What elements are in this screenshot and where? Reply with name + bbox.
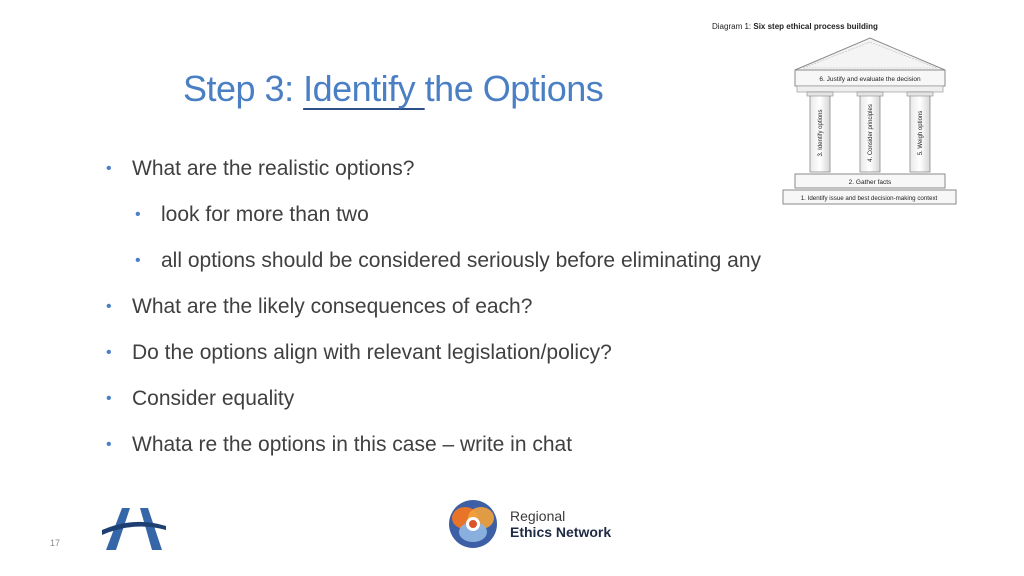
bullet-item xyxy=(106,340,612,366)
bullet-text: What are the realistic options? xyxy=(132,157,415,180)
bullet-dot: • xyxy=(135,252,141,269)
title-suffix: the Options xyxy=(424,68,604,109)
pillar-2-label: 4. Consider principles xyxy=(868,104,874,162)
ren-wordmark xyxy=(510,508,611,540)
bullet-dot: • xyxy=(106,390,112,407)
bullet-dot: • xyxy=(106,160,112,177)
step-1-label: 1. Identify issue and best decision-making context xyxy=(800,195,938,202)
bullet-item xyxy=(135,202,369,228)
bullet-text: Whata re the options in this case – write in chat xyxy=(132,433,573,456)
bullet-text: Do the options align with relevant legislation/policy? xyxy=(132,341,612,364)
bullet-item xyxy=(106,432,573,458)
diagram-caption-title: Six step ethical process building xyxy=(753,22,878,31)
roof-label: 6. Justify and evaluate the decision xyxy=(819,76,921,83)
bullet-item xyxy=(106,386,295,412)
roof-pediment xyxy=(795,38,945,70)
pillar-3-label: 5. Weigh options xyxy=(918,110,924,156)
title-underlined-word: Identify xyxy=(303,68,425,109)
bullet-dot: • xyxy=(106,344,112,361)
ethical-process-building-diagram xyxy=(705,18,965,218)
bullet-dot: • xyxy=(106,298,112,315)
organisation-logo xyxy=(100,506,168,552)
pillar-1-label: 3. Identify options xyxy=(818,109,824,157)
bullet-text: Consider equality xyxy=(132,387,295,410)
diagram-caption-prefix: Diagram 1: xyxy=(712,22,754,31)
bullet-item xyxy=(135,248,762,274)
slide-number: 17 xyxy=(50,538,61,548)
bullet-item xyxy=(106,156,415,182)
bullet-item xyxy=(106,294,533,320)
bullet-text: What are the likely consequences of each? xyxy=(132,295,533,318)
ren-emblem-icon xyxy=(443,498,507,550)
title-prefix: Step 3: xyxy=(183,68,304,109)
bullet-dot: • xyxy=(135,206,141,223)
ren-line-2: Ethics Network xyxy=(510,524,612,540)
ren-line-1: Regional xyxy=(510,508,566,524)
step-2-label: 2. Gather facts xyxy=(848,179,892,186)
bullet-dot: • xyxy=(106,436,112,453)
bullet-text: look for more than two xyxy=(161,203,369,226)
bullet-text: all options should be considered seriously before eliminating any xyxy=(161,249,762,272)
slide-title xyxy=(183,68,603,110)
